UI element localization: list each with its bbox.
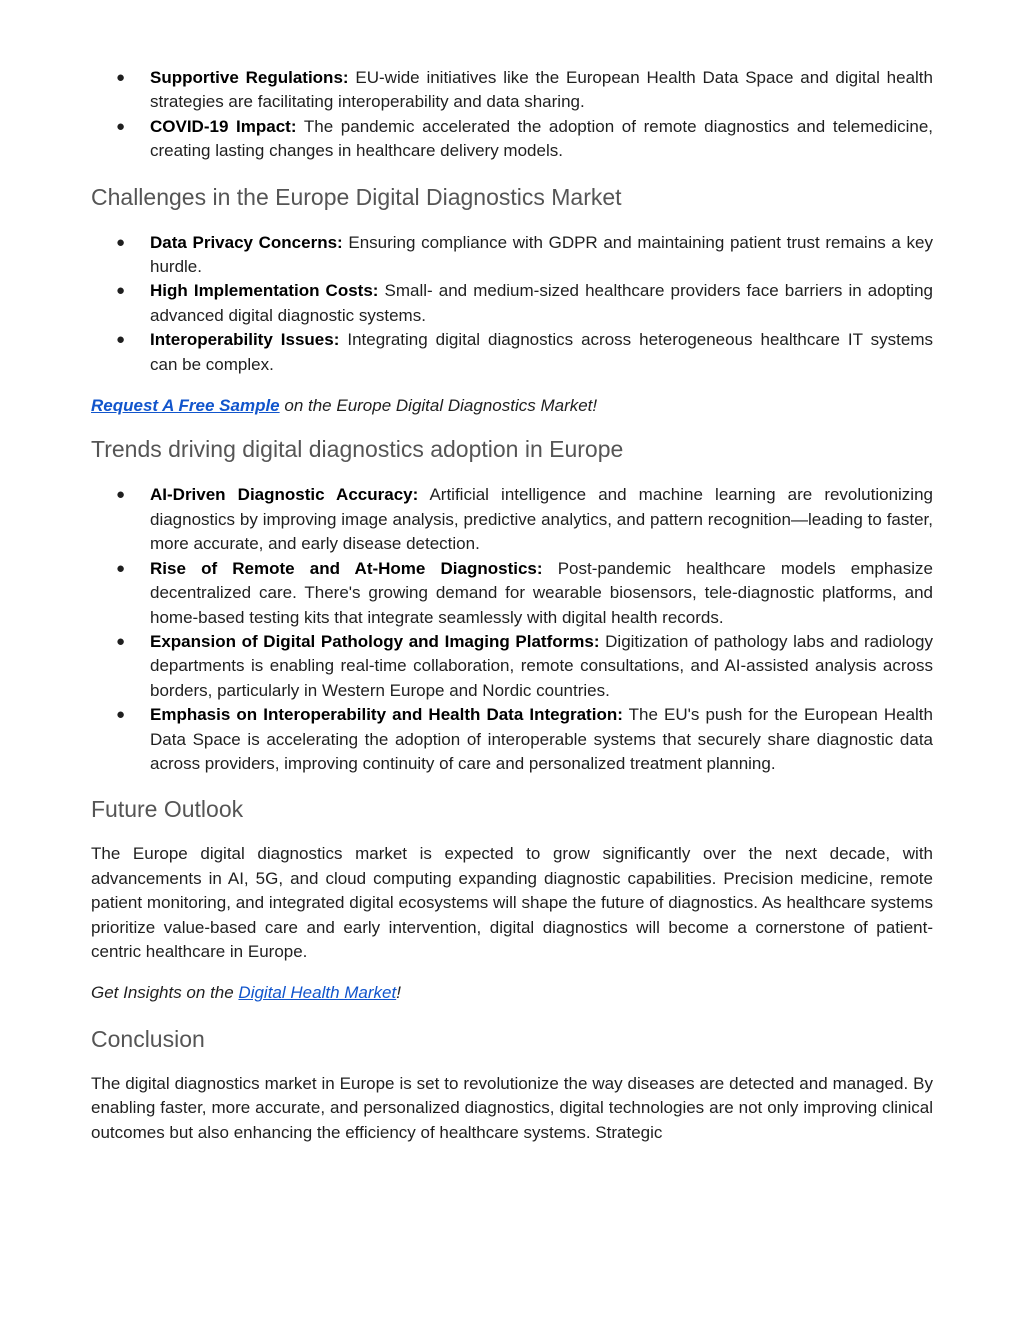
list-item	[91, 557, 933, 630]
document-page	[91, 66, 933, 1145]
insights-prefix: Get Insights on the	[91, 983, 239, 1003]
bullet-icon: ●	[116, 69, 126, 86]
bullet-icon: ●	[116, 486, 126, 504]
outlook-paragraph: The Europe digital diagnostics market is expected to grow significantly over the next decade, with advancements in AI, 5G, and cloud computing expanding diagnostic capabilities. Precision medicine, remote patient monitoring, and integrated digital ecosystems will shape the future of diagnostics. As healthcare systems prioritize value-based care and early intervention, digital diagnostics will become a cornerstone of patient-centric healthcare in Europe.	[91, 844, 933, 961]
bullet-icon: ●	[116, 117, 126, 135]
outlook-heading: Future Outlook	[91, 796, 244, 823]
list-item	[91, 703, 933, 776]
insights-suffix: !	[396, 983, 401, 1003]
item-term: COVID-19 Impact:	[150, 116, 297, 136]
bullet-icon: ●	[116, 282, 126, 300]
item-text: The EU's push for the European Health Data Space is accelerating the adoption of interoperable systems that securely share diagnostic data across providers, improving continuity of care and personalized treatment planning.	[150, 705, 933, 773]
bullet-icon: ●	[116, 331, 126, 349]
conclusion-heading: Conclusion	[91, 1025, 205, 1052]
sample-cta	[91, 394, 933, 418]
list-item	[91, 328, 933, 377]
list-item	[91, 231, 933, 280]
bullet-icon: ●	[116, 233, 126, 251]
bullet-icon: ●	[116, 632, 126, 650]
trends-list	[91, 483, 933, 776]
item-term: Supportive Regulations:	[150, 68, 349, 87]
item-term: Expansion of Digital Pathology and Imaging Platforms:	[150, 631, 600, 651]
drivers-list	[91, 66, 933, 164]
item-text: Small- and medium-sized healthcare providers face barriers in adopting advanced digital diagnostic systems.	[150, 281, 933, 325]
trends-heading: Trends driving digital diagnostics adoption in Europe	[91, 436, 624, 463]
item-text: Ensuring compliance with GDPR and maintaining patient trust remains a key hurdle.	[150, 232, 933, 277]
item-term: High Implementation Costs:	[150, 281, 379, 301]
request-sample-link[interactable]: Request A Free Sample	[91, 396, 280, 416]
item-term: Data Privacy Concerns:	[150, 232, 343, 252]
bullet-icon: ●	[116, 706, 126, 724]
item-term: Interoperability Issues:	[150, 330, 340, 350]
item-term: Emphasis on Interoperability and Health Data Integration:	[150, 705, 623, 725]
list-item	[91, 115, 933, 164]
bullet-icon: ●	[116, 559, 126, 577]
item-text: Digitization of pathology labs and radiology departments is enabling real-time collaboration, remote consultations, and AI-assisted analysis across borders, particularly in Western Europe and Nordic countries.	[150, 631, 933, 700]
item-text: Post-pandemic healthcare models emphasize decentralized care. There's growing demand for wearable biosensors, tele-diagnostic platforms, and home-based testing kits that integrate seamlessly with digital health records.	[150, 558, 933, 627]
item-text: The pandemic accelerated the adoption of remote diagnostics and telemedicine, creating lasting changes in healthcare delivery models.	[150, 116, 934, 161]
item-term: Rise of Remote and At-Home Diagnostics:	[150, 558, 543, 578]
conclusion-paragraph: The digital diagnostics market in Europe is set to revolutionize the way diseases are detected and managed. By enabling faster, more accurate, and personalized diagnostics, digital technologies are not only improving clinical outcomes but also enhancing the efficiency of healthcare systems. Strategic	[91, 1073, 933, 1142]
item-text: EU-wide initiatives like the European Health Data Space and digital health strategies are facilitating interoperability and data sharing.	[150, 68, 933, 112]
list-item	[91, 66, 933, 115]
insights-cta	[91, 981, 933, 1005]
challenges-heading: Challenges in the Europe Digital Diagnostics Market	[91, 183, 622, 210]
list-item	[91, 279, 933, 328]
list-item	[91, 630, 933, 703]
item-term: AI-Driven Diagnostic Accuracy:	[150, 485, 419, 505]
item-text: Artificial intelligence and machine learning are revolutionizing diagnostics by improving image analysis, predictive analytics, and pattern recognition—leading to faster, more accurate, and early disease detection.	[150, 485, 933, 554]
challenges-list	[91, 231, 933, 377]
list-item	[91, 483, 933, 556]
item-text: Integrating digital diagnostics across heterogeneous healthcare IT systems can be complex.	[150, 330, 933, 374]
digital-health-market-link[interactable]: Digital Health Market	[238, 983, 397, 1003]
sample-cta-text: on the Europe Digital Diagnostics Market!	[279, 396, 598, 416]
